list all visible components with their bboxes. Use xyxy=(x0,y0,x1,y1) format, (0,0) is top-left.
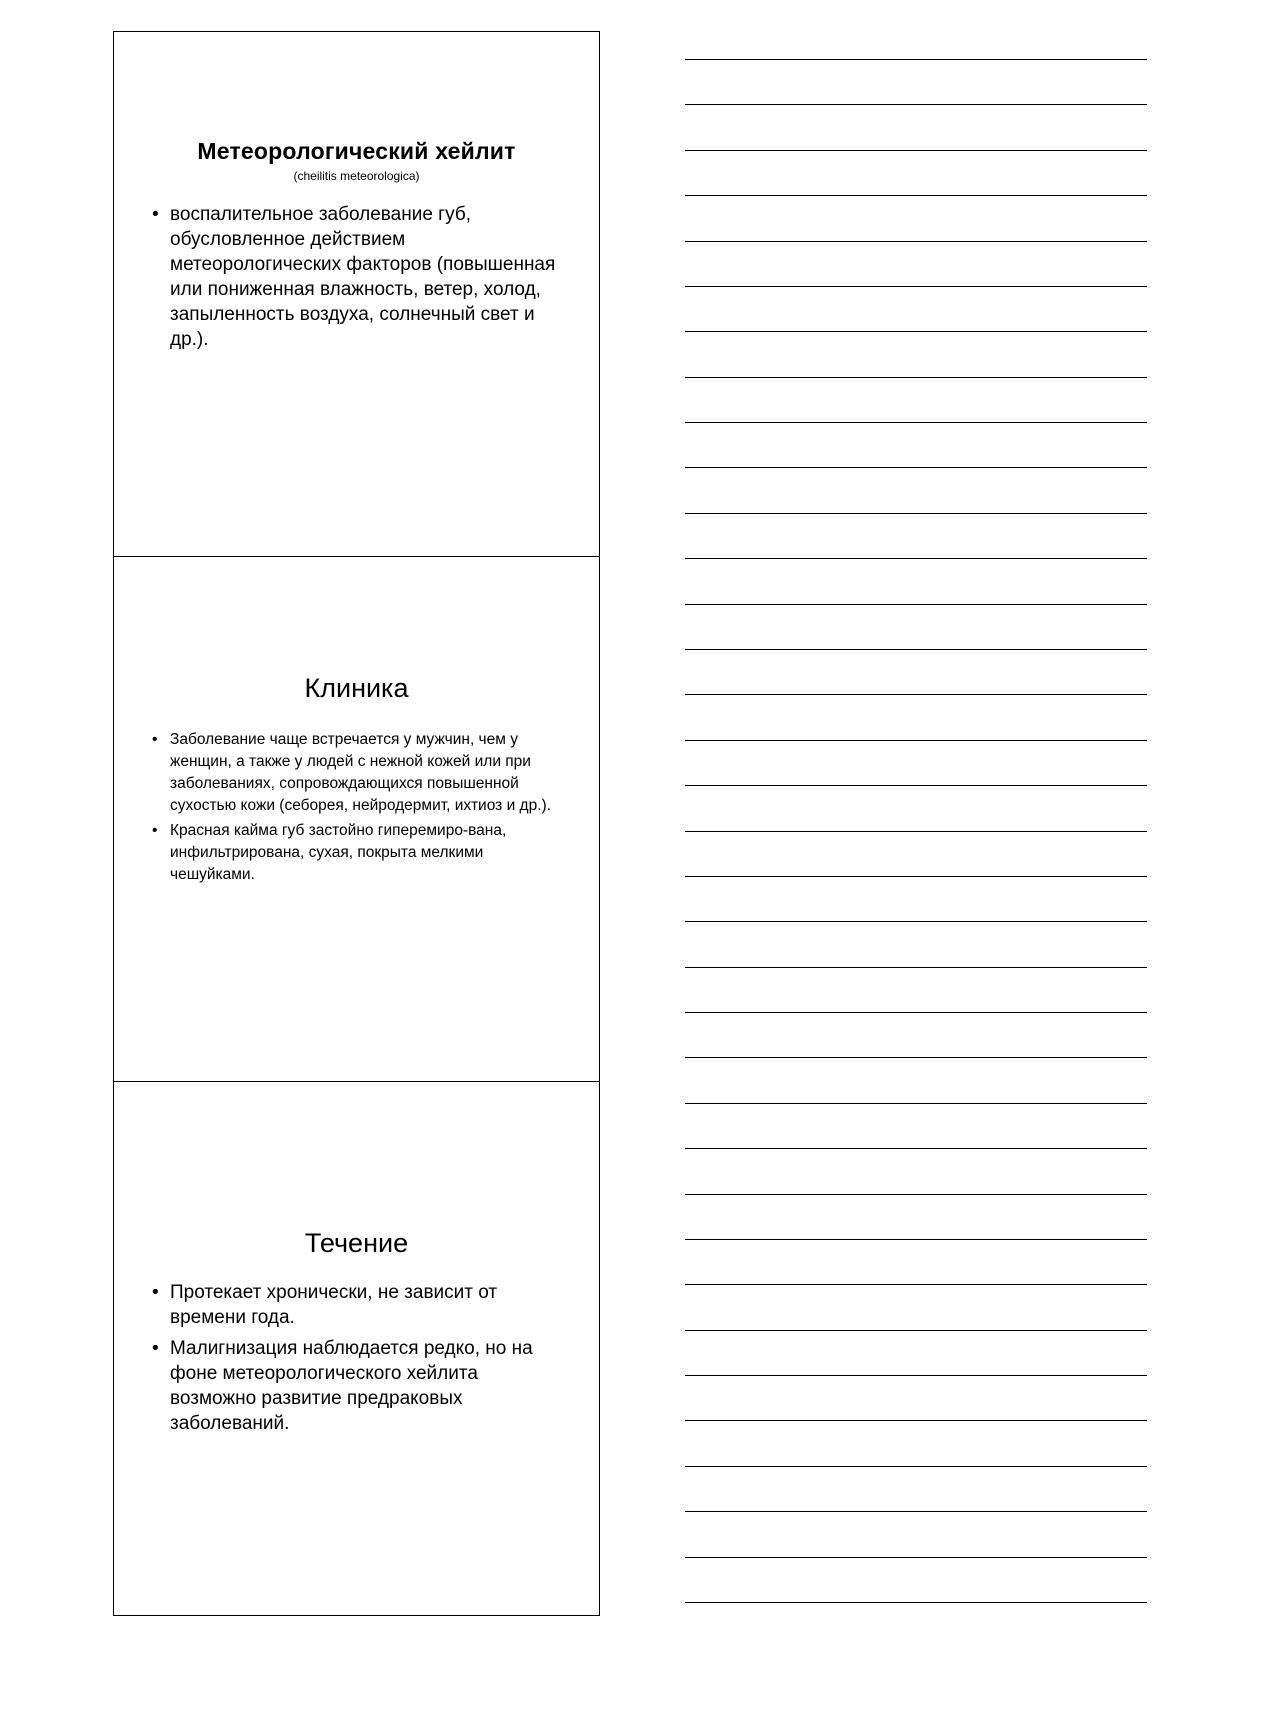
bullet-list xyxy=(152,1280,562,1436)
note-line xyxy=(685,831,1147,832)
note-line xyxy=(685,331,1147,332)
bullet-icon: • xyxy=(152,731,158,748)
bullet-icon: • xyxy=(152,204,159,225)
note-line xyxy=(685,241,1147,242)
note-line xyxy=(685,1466,1147,1467)
bullet-text: Красная кайма губ застойно гиперемиро-вана, инфильтрирована, сухая, покрыта мелкими чешуйками. xyxy=(170,822,507,883)
note-line xyxy=(685,740,1147,741)
note-line xyxy=(685,1239,1147,1240)
note-line xyxy=(685,1375,1147,1376)
note-line xyxy=(685,649,1147,650)
bullet-item xyxy=(152,1280,562,1330)
bullet-icon: • xyxy=(152,1338,159,1359)
note-line xyxy=(685,876,1147,877)
slide-meteorological-cheilitis xyxy=(114,32,599,557)
slide-clinic xyxy=(114,557,599,1082)
note-line xyxy=(685,59,1147,60)
note-line xyxy=(685,558,1147,559)
bullet-text: воспалительное заболевание губ, обусловленное действием метеорологических факторов (повышенная или пониженная влажность, ветер, холод, запыленность воздуха, солнечный свет и др.). xyxy=(170,204,556,350)
note-line xyxy=(685,1330,1147,1331)
note-line xyxy=(685,1012,1147,1013)
note-line xyxy=(685,195,1147,196)
bullet-item xyxy=(152,729,562,817)
note-line xyxy=(685,286,1147,287)
bullet-text: Протекает хронически, не зависит от времени года. xyxy=(170,1282,498,1328)
slide-title: Клиника xyxy=(304,673,409,703)
note-line xyxy=(685,1103,1147,1104)
notes-lines-area xyxy=(685,0,1147,1714)
bullet-text: Малигнизация наблюдается редко, но на фоне метеорологического хейлита возможно развитие предраковых заболеваний. xyxy=(170,1338,533,1434)
slides-column xyxy=(113,31,600,1616)
note-line xyxy=(685,921,1147,922)
bullet-text: Заболевание чаще встречается у мужчин, чем у женщин, а также у людей с нежной кожей или при заболеваниях, сопровождающихся повышенной сухостью кожи (себорея, нейродермит, ихтиоз и др.). xyxy=(170,731,551,814)
note-line xyxy=(685,1148,1147,1149)
note-line xyxy=(685,967,1147,968)
bullet-item xyxy=(152,820,562,886)
note-line xyxy=(685,694,1147,695)
note-line xyxy=(685,1420,1147,1421)
note-line xyxy=(685,1602,1147,1603)
note-line xyxy=(685,422,1147,423)
note-line xyxy=(685,1557,1147,1558)
note-line xyxy=(685,467,1147,468)
note-line xyxy=(685,1194,1147,1195)
slide-course xyxy=(114,1082,599,1615)
note-line xyxy=(685,150,1147,151)
note-line xyxy=(685,1284,1147,1285)
slide-title: Метеорологический хейлит xyxy=(197,138,516,164)
note-line xyxy=(685,604,1147,605)
note-line xyxy=(685,513,1147,514)
note-line xyxy=(685,1057,1147,1058)
slide-subtitle: (cheilitis meteorologica) xyxy=(293,169,420,183)
bullet-icon: • xyxy=(152,1282,159,1303)
bullet-list xyxy=(152,729,562,886)
bullet-list xyxy=(152,202,562,352)
slide-title: Течение xyxy=(304,1228,409,1258)
bullet-icon: • xyxy=(152,822,158,839)
bullet-item xyxy=(152,202,562,352)
bullet-item xyxy=(152,1336,562,1436)
note-line xyxy=(685,377,1147,378)
note-line xyxy=(685,1511,1147,1512)
note-line xyxy=(685,104,1147,105)
note-line xyxy=(685,785,1147,786)
